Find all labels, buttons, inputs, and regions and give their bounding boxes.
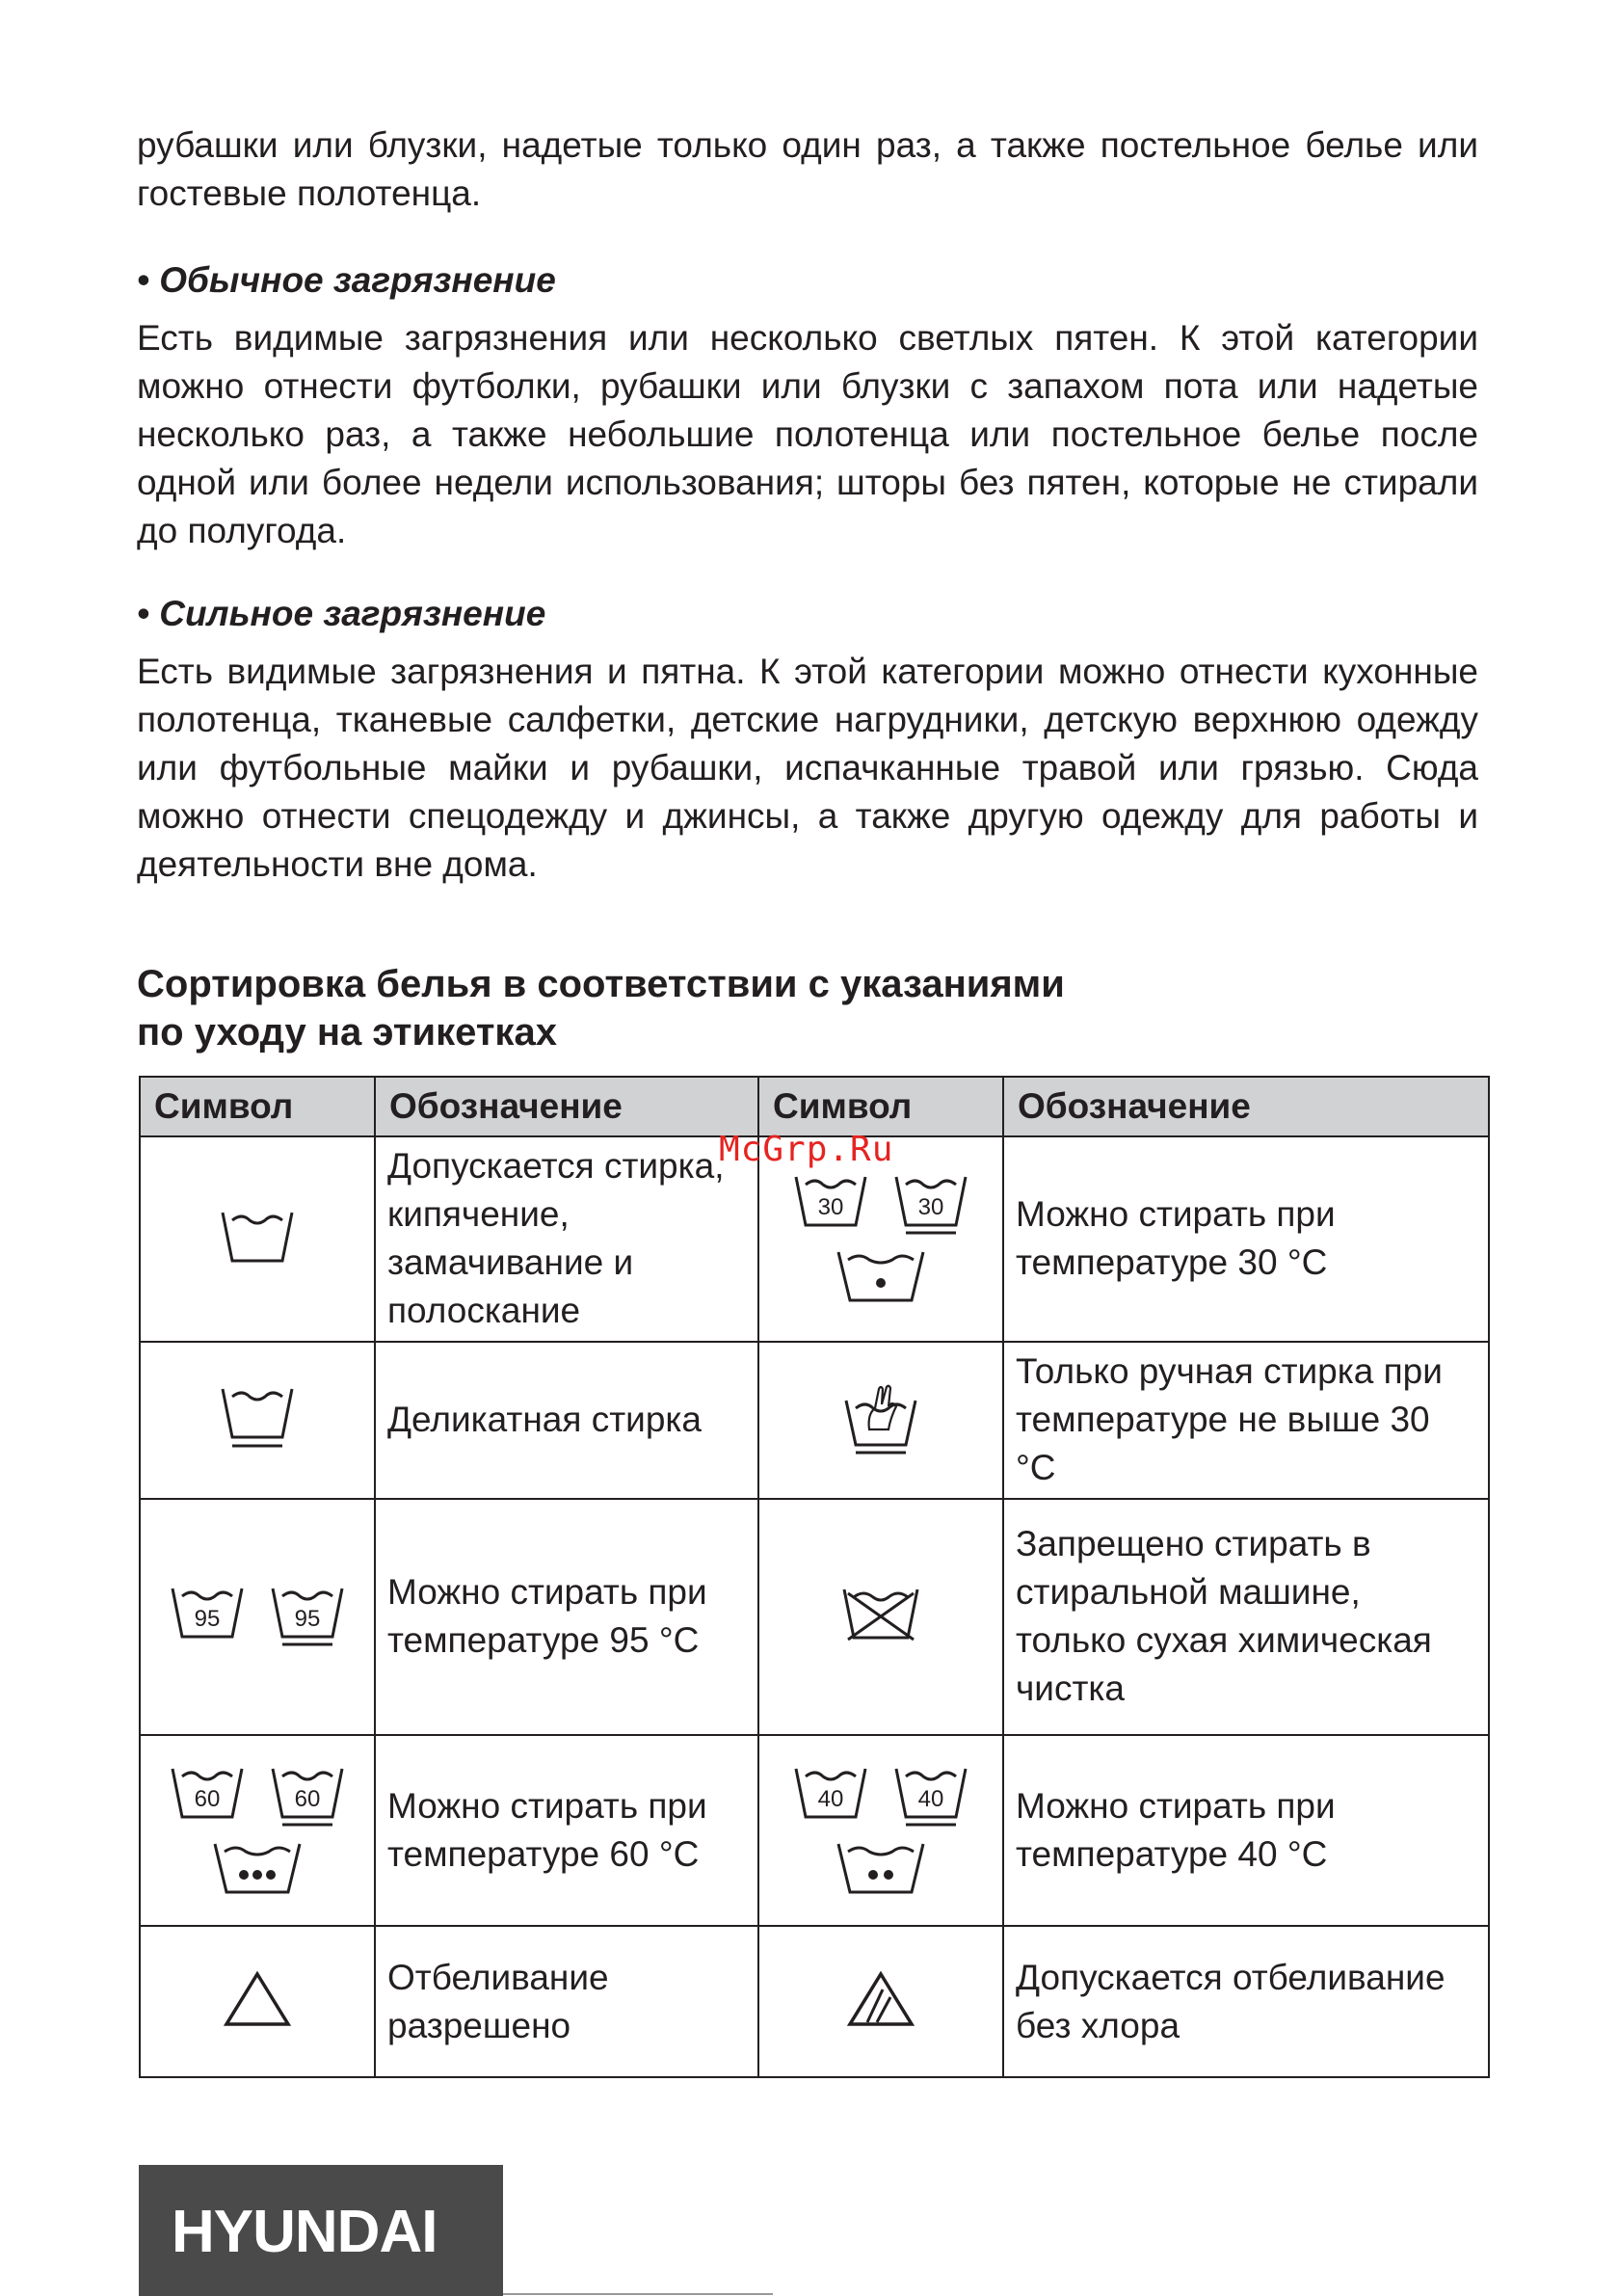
- do-not-wash-icon: [840, 1584, 921, 1645]
- brand-logo: [139, 2165, 503, 2296]
- meaning-cell: Деликатная стирка: [375, 1342, 758, 1499]
- temperature-label: 40: [917, 1785, 944, 1812]
- temperature-label: 95: [194, 1606, 221, 1633]
- hand-wash-icon: [842, 1379, 919, 1456]
- care-symbols-table: [139, 1076, 1490, 2078]
- symbol-cell: [758, 1499, 1003, 1735]
- temperature-label: 60: [294, 1785, 321, 1812]
- header-meaning-left: Обозначение: [375, 1077, 758, 1136]
- symbol-cell: [140, 1342, 375, 1499]
- wash-95-icon: [169, 1583, 246, 1642]
- temperature-label: 30: [917, 1194, 944, 1221]
- table-row: [140, 1735, 1489, 1927]
- wash-tub-icon: [219, 1207, 296, 1267]
- temperature-label: 95: [294, 1606, 321, 1633]
- table-header-row: [140, 1077, 1489, 1136]
- non-chlorine-bleach-icon: [846, 1970, 915, 2028]
- meaning-cell: Допускается отбеливание без хлора: [1003, 1926, 1489, 2077]
- wash-three-dots-icon: [211, 1838, 304, 1898]
- wash-gentle-icon: [219, 1383, 296, 1453]
- meaning-cell: Можно стирать при температуре 60 °C: [375, 1735, 758, 1927]
- watermark: McGrp.Ru: [719, 1130, 894, 1169]
- category-heading-normal: • Обычное загрязнение: [137, 260, 556, 300]
- wash-95-gentle-icon: [269, 1583, 346, 1650]
- wash-40-gentle-icon: [892, 1763, 969, 1830]
- table-row: [140, 1926, 1489, 2077]
- table-row: [140, 1499, 1489, 1735]
- wash-60-gentle-icon: [269, 1763, 346, 1830]
- section-title-line2: по уходу на этикетках: [137, 1011, 557, 1054]
- symbol-cell: [758, 1926, 1003, 2077]
- header-symbol-left: Символ: [140, 1077, 375, 1136]
- section-title-line1: Сортировка белья в соответствии с указаниями: [137, 963, 1065, 1005]
- temperature-label: 30: [817, 1194, 844, 1221]
- wash-40-icon: [792, 1763, 869, 1823]
- symbol-cell: [140, 1735, 375, 1927]
- wash-60-icon: [169, 1763, 246, 1823]
- intro-paragraph: рубашки или блузки, надетые только один раз, а также постельное белье или гостевые полотенца.: [137, 125, 1478, 213]
- header-meaning-right: Обозначение: [1003, 1077, 1489, 1136]
- brand-logo-text: HYUNDAI: [172, 2199, 438, 2265]
- footer-divider: [503, 2293, 773, 2295]
- wash-two-dots-icon: [835, 1838, 927, 1898]
- meaning-cell: Можно стирать при температуре 40 °C: [1003, 1735, 1489, 1927]
- meaning-cell: Запрещено стирать в стиральной машине, только сухая химическая чистка: [1003, 1499, 1489, 1735]
- section-title: [137, 960, 1478, 1056]
- temperature-label: 40: [817, 1785, 844, 1812]
- wash-one-dot-icon: [835, 1246, 927, 1306]
- temperature-label: 60: [194, 1785, 221, 1812]
- category-text-heavy: Есть видимые загрязнения и пятна. К этой категории можно отнести кухонные полотенца, тканевые салфетки, детские нагрудники, детскую верхнюю одежду или футбольные майки и рубашки, испачканные травой или грязью. Сюда можно отнести спецодежду и джинсы, а также другую одежду для работы и деятельности вне дома.: [137, 652, 1478, 884]
- header-symbol-right: Символ: [758, 1077, 1003, 1136]
- bleach-triangle-icon: [223, 1970, 292, 2028]
- symbol-cell: [140, 1499, 375, 1735]
- meaning-cell: Можно стирать при температуре 95 °C: [375, 1499, 758, 1735]
- symbol-cell: [140, 1136, 375, 1342]
- meaning-cell: Можно стирать при температуре 30 °C: [1003, 1136, 1489, 1342]
- wash-30-gentle-icon: [892, 1171, 969, 1239]
- table-row: [140, 1342, 1489, 1499]
- category-heading-heavy: • Сильное загрязнение: [137, 594, 546, 633]
- meaning-cell: Допускается стирка, кипячение, замачивание и полоскание: [375, 1136, 758, 1342]
- category-text-normal: Есть видимые загрязнения или несколько светлых пятен. К этой категории можно отнести футболки, рубашки или блузки с запахом пота или надетые несколько раз, а также небольшие полотенца или постельное белье после одной или более недели использования; шторы без пятен, которые не стирали до полугода.: [137, 318, 1478, 550]
- symbol-cell: [758, 1342, 1003, 1499]
- wash-30-icon: [792, 1171, 869, 1231]
- symbol-cell: [140, 1926, 375, 2077]
- meaning-cell: Отбеливание разрешено: [375, 1926, 758, 2077]
- symbol-cell: [758, 1735, 1003, 1927]
- meaning-cell: Только ручная стирка при температуре не выше 30 °C: [1003, 1342, 1489, 1499]
